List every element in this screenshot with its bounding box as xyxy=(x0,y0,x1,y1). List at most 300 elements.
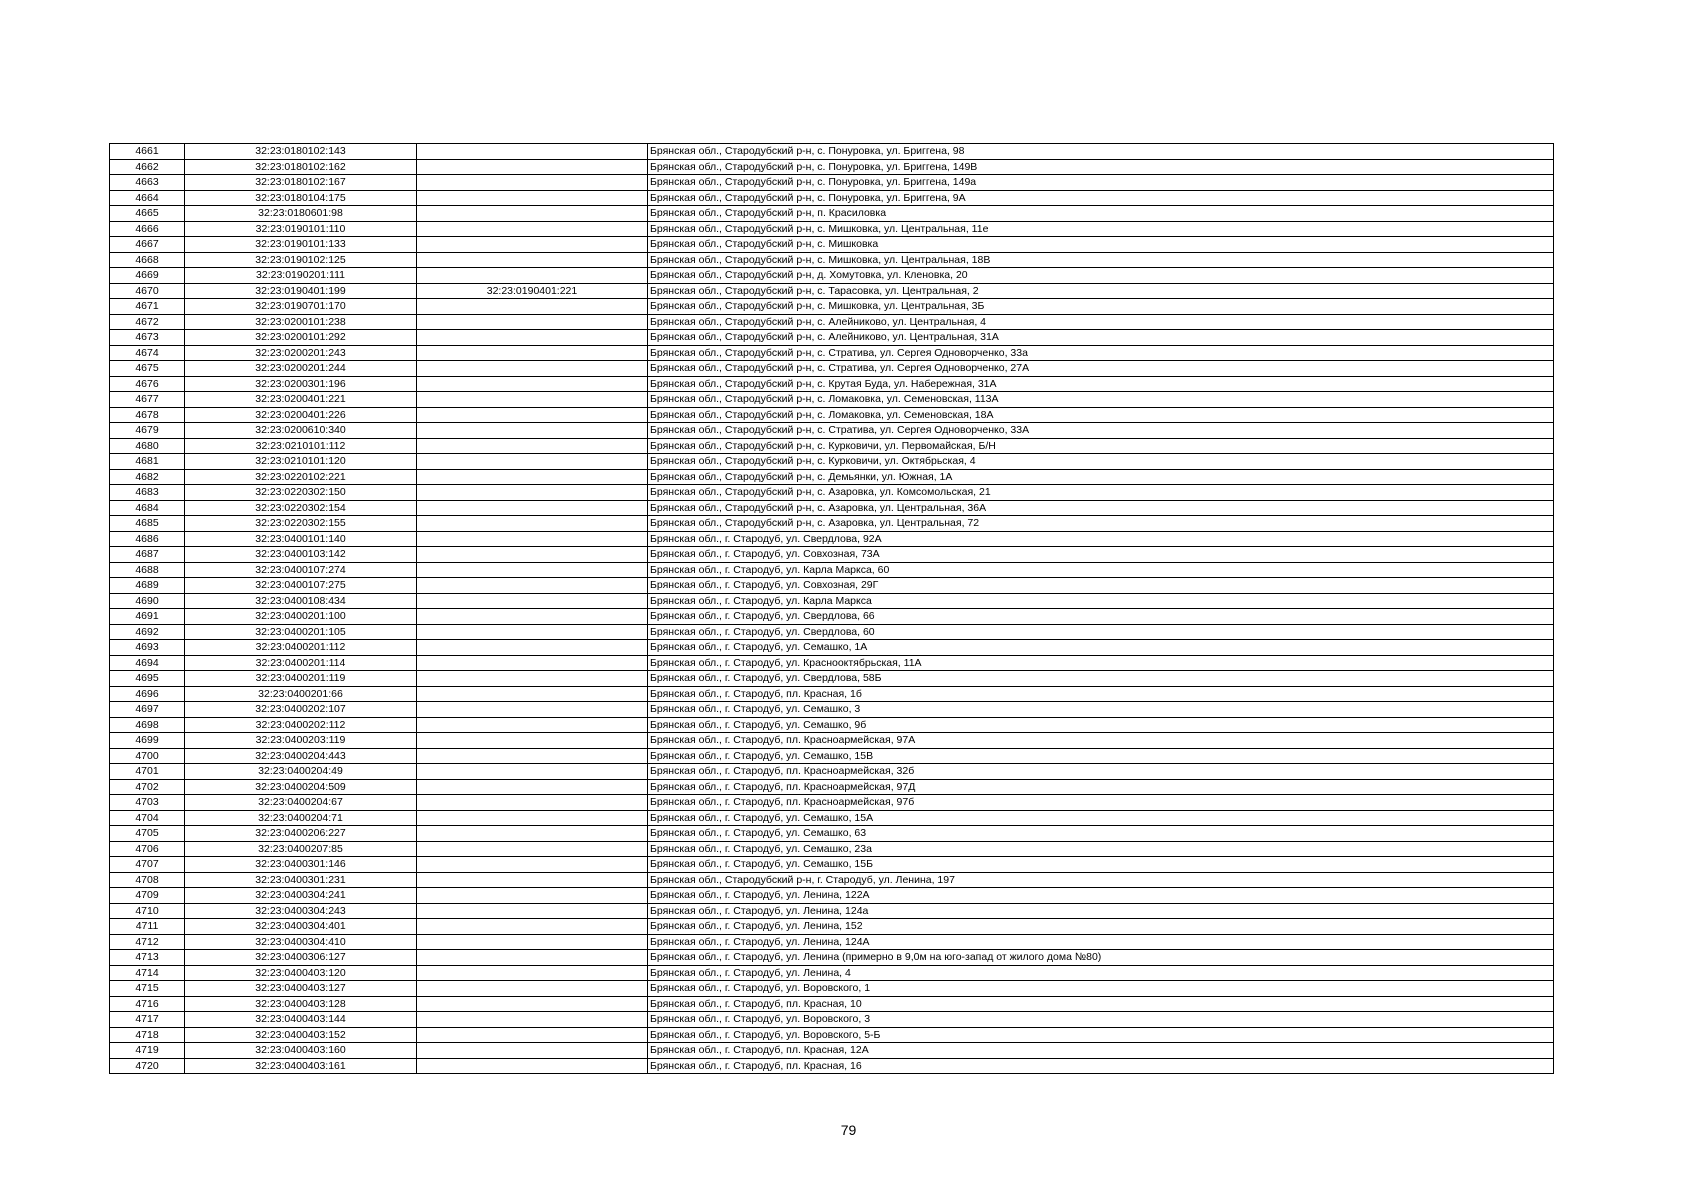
row-number-cell: 4669 xyxy=(110,268,185,284)
row-number-cell: 4683 xyxy=(110,485,185,501)
row-number-cell: 4684 xyxy=(110,500,185,516)
cadastral-number-cell: 32:23:0400204:443 xyxy=(185,748,417,764)
related-cadastral-number-cell xyxy=(417,190,648,206)
related-cadastral-number-cell xyxy=(417,1027,648,1043)
related-cadastral-number-cell xyxy=(417,733,648,749)
related-cadastral-number-cell xyxy=(417,671,648,687)
row-number-cell: 4676 xyxy=(110,376,185,392)
cadastral-number-cell: 32:23:0200101:292 xyxy=(185,330,417,346)
address-cell: Брянская обл., г. Стародуб, ул. Воровского, 1 xyxy=(648,981,1554,997)
address-cell: Брянская обл., Стародубский р-н, с. Понуровка, ул. Бриггена, 9А xyxy=(648,190,1554,206)
address-cell: Брянская обл., г. Стародуб, ул. Совхозная, 29Г xyxy=(648,578,1554,594)
related-cadastral-number-cell xyxy=(417,717,648,733)
address-cell: Брянская обл., Стародубский р-н, с. Крутая Буда, ул. Набережная, 31А xyxy=(648,376,1554,392)
related-cadastral-number-cell xyxy=(417,841,648,857)
row-number-cell: 4709 xyxy=(110,888,185,904)
row-number-cell: 4667 xyxy=(110,237,185,253)
table-row xyxy=(110,919,1554,935)
related-cadastral-number-cell xyxy=(417,268,648,284)
cadastral-number-cell: 32:23:0400403:152 xyxy=(185,1027,417,1043)
table-row xyxy=(110,578,1554,594)
table-row xyxy=(110,717,1554,733)
table-row xyxy=(110,454,1554,470)
address-cell: Брянская обл., Стародубский р-н, с. Понуровка, ул. Бриггена, 149а xyxy=(648,175,1554,191)
cadastral-number-cell: 32:23:0400108:434 xyxy=(185,593,417,609)
address-cell: Брянская обл., г. Стародуб, ул. Семашко, 15Б xyxy=(648,857,1554,873)
related-cadastral-number-cell xyxy=(417,314,648,330)
related-cadastral-number-cell xyxy=(417,392,648,408)
row-number-cell: 4678 xyxy=(110,407,185,423)
table-row xyxy=(110,857,1554,873)
row-number-cell: 4705 xyxy=(110,826,185,842)
related-cadastral-number-cell: 32:23:0190401:221 xyxy=(417,283,648,299)
row-number-cell: 4688 xyxy=(110,562,185,578)
related-cadastral-number-cell xyxy=(417,795,648,811)
cadastral-number-cell: 32:23:0400201:112 xyxy=(185,640,417,656)
cadastral-number-cell: 32:23:0190201:111 xyxy=(185,268,417,284)
table-row xyxy=(110,593,1554,609)
cadastral-number-cell: 32:23:0400203:119 xyxy=(185,733,417,749)
cadastral-number-cell: 32:23:0180102:167 xyxy=(185,175,417,191)
related-cadastral-number-cell xyxy=(417,252,648,268)
row-number-cell: 4691 xyxy=(110,609,185,625)
table-row xyxy=(110,640,1554,656)
row-number-cell: 4711 xyxy=(110,919,185,935)
cadastral-number-cell: 32:23:0210101:112 xyxy=(185,438,417,454)
table-row xyxy=(110,144,1554,160)
row-number-cell: 4668 xyxy=(110,252,185,268)
row-number-cell: 4701 xyxy=(110,764,185,780)
cadastral-number-cell: 32:23:0400206:227 xyxy=(185,826,417,842)
cadastral-number-cell: 32:23:0190101:133 xyxy=(185,237,417,253)
related-cadastral-number-cell xyxy=(417,407,648,423)
address-cell: Брянская обл., Стародубский р-н, с. Стратива, ул. Сергея Одноворченко, 33а xyxy=(648,345,1554,361)
related-cadastral-number-cell xyxy=(417,872,648,888)
row-number-cell: 4665 xyxy=(110,206,185,222)
address-cell: Брянская обл., г. Стародуб, пл. Красноармейская, 32б xyxy=(648,764,1554,780)
cadastral-number-cell: 32:23:0180102:143 xyxy=(185,144,417,160)
address-cell: Брянская обл., г. Стародуб, пл. Красная, 12А xyxy=(648,1043,1554,1059)
cadastral-number-cell: 32:23:0400301:231 xyxy=(185,872,417,888)
related-cadastral-number-cell xyxy=(417,299,648,315)
row-number-cell: 4717 xyxy=(110,1012,185,1028)
row-number-cell: 4718 xyxy=(110,1027,185,1043)
related-cadastral-number-cell xyxy=(417,237,648,253)
cadastral-number-cell: 32:23:0400403:127 xyxy=(185,981,417,997)
row-number-cell: 4704 xyxy=(110,810,185,826)
related-cadastral-number-cell xyxy=(417,516,648,532)
row-number-cell: 4699 xyxy=(110,733,185,749)
row-number-cell: 4713 xyxy=(110,950,185,966)
related-cadastral-number-cell xyxy=(417,779,648,795)
related-cadastral-number-cell xyxy=(417,345,648,361)
related-cadastral-number-cell xyxy=(417,748,648,764)
row-number-cell: 4695 xyxy=(110,671,185,687)
related-cadastral-number-cell xyxy=(417,423,648,439)
row-number-cell: 4716 xyxy=(110,996,185,1012)
table-row xyxy=(110,841,1554,857)
table-row xyxy=(110,438,1554,454)
cadastral-number-cell: 32:23:0200201:243 xyxy=(185,345,417,361)
row-number-cell: 4679 xyxy=(110,423,185,439)
related-cadastral-number-cell xyxy=(417,159,648,175)
cadastral-number-cell: 32:23:0180102:162 xyxy=(185,159,417,175)
row-number-cell: 4706 xyxy=(110,841,185,857)
table-row xyxy=(110,330,1554,346)
related-cadastral-number-cell xyxy=(417,1012,648,1028)
address-cell: Брянская обл., г. Стародуб, ул. Семашко, 63 xyxy=(648,826,1554,842)
table-row xyxy=(110,609,1554,625)
address-cell: Брянская обл., г. Стародуб, пл. Красноармейская, 97б xyxy=(648,795,1554,811)
table-row xyxy=(110,392,1554,408)
table-row xyxy=(110,795,1554,811)
cadastral-number-cell: 32:23:0200201:244 xyxy=(185,361,417,377)
table-row xyxy=(110,237,1554,253)
table-row xyxy=(110,686,1554,702)
row-number-cell: 4663 xyxy=(110,175,185,191)
address-cell: Брянская обл., Стародубский р-н, с. Азаровка, ул. Центральная, 36А xyxy=(648,500,1554,516)
table-row xyxy=(110,469,1554,485)
row-number-cell: 4692 xyxy=(110,624,185,640)
table-row xyxy=(110,485,1554,501)
table-row xyxy=(110,1012,1554,1028)
table-row xyxy=(110,345,1554,361)
row-number-cell: 4666 xyxy=(110,221,185,237)
cadastral-number-cell: 32:23:0400204:49 xyxy=(185,764,417,780)
cadastral-number-cell: 32:23:0400103:142 xyxy=(185,547,417,563)
related-cadastral-number-cell xyxy=(417,438,648,454)
table-row xyxy=(110,810,1554,826)
cadastral-number-cell: 32:23:0180601:98 xyxy=(185,206,417,222)
row-number-cell: 4661 xyxy=(110,144,185,160)
cadastral-number-cell: 32:23:0400403:160 xyxy=(185,1043,417,1059)
address-cell: Брянская обл., г. Стародуб, ул. Ленина, 124а xyxy=(648,903,1554,919)
cadastral-number-cell: 32:23:0200401:221 xyxy=(185,392,417,408)
row-number-cell: 4677 xyxy=(110,392,185,408)
cadastral-number-cell: 32:23:0190401:199 xyxy=(185,283,417,299)
related-cadastral-number-cell xyxy=(417,206,648,222)
address-cell: Брянская обл., г. Стародуб, ул. Воровского, 5-Б xyxy=(648,1027,1554,1043)
address-cell: Брянская обл., г. Стародуб, пл. Красная, 10 xyxy=(648,996,1554,1012)
row-number-cell: 4685 xyxy=(110,516,185,532)
address-cell: Брянская обл., Стародубский р-н, с. Курковичи, ул. Октябрьская, 4 xyxy=(648,454,1554,470)
row-number-cell: 4662 xyxy=(110,159,185,175)
address-cell: Брянская обл., Стародубский р-н, г. Стародуб, ул. Ленина, 197 xyxy=(648,872,1554,888)
row-number-cell: 4689 xyxy=(110,578,185,594)
address-cell: Брянская обл., г. Стародуб, ул. Свердлова, 58Б xyxy=(648,671,1554,687)
address-cell: Брянская обл., г. Стародуб, ул. Карла Маркса xyxy=(648,593,1554,609)
related-cadastral-number-cell xyxy=(417,702,648,718)
cadastral-number-cell: 32:23:0400304:410 xyxy=(185,934,417,950)
cadastral-number-cell: 32:23:0400306:127 xyxy=(185,950,417,966)
cadastral-number-cell: 32:23:0400204:71 xyxy=(185,810,417,826)
row-number-cell: 4697 xyxy=(110,702,185,718)
cadastral-number-cell: 32:23:0400107:275 xyxy=(185,578,417,594)
table-row xyxy=(110,407,1554,423)
address-cell: Брянская обл., Стародубский р-н, с. Стратива, ул. Сергея Одноворченко, 27А xyxy=(648,361,1554,377)
table-row xyxy=(110,252,1554,268)
table-row xyxy=(110,190,1554,206)
address-cell: Брянская обл., г. Стародуб, ул. Семашко, 15В xyxy=(648,748,1554,764)
row-number-cell: 4671 xyxy=(110,299,185,315)
address-cell: Брянская обл., г. Стародуб, пл. Красная, 1б xyxy=(648,686,1554,702)
address-cell: Брянская обл., Стародубский р-н, с. Понуровка, ул. Бриггена, 149В xyxy=(648,159,1554,175)
related-cadastral-number-cell xyxy=(417,469,648,485)
row-number-cell: 4686 xyxy=(110,531,185,547)
cadastral-number-cell: 32:23:0180104:175 xyxy=(185,190,417,206)
address-cell: Брянская обл., Стародубский р-н, с. Мишковка, ул. Центральная, 3Б xyxy=(648,299,1554,315)
address-cell: Брянская обл., Стародубский р-н, с. Азаровка, ул. Комсомольская, 21 xyxy=(648,485,1554,501)
row-number-cell: 4707 xyxy=(110,857,185,873)
related-cadastral-number-cell xyxy=(417,1058,648,1074)
address-cell: Брянская обл., г. Стародуб, ул. Семашко, 23а xyxy=(648,841,1554,857)
table-row xyxy=(110,283,1554,299)
address-cell: Брянская обл., г. Стародуб, ул. Ленина (примерно в 9,0м на юго-запад от жилого дома №80) xyxy=(648,950,1554,966)
row-number-cell: 4675 xyxy=(110,361,185,377)
related-cadastral-number-cell xyxy=(417,686,648,702)
address-cell: Брянская обл., Стародубский р-н, с. Алейниково, ул. Центральная, 31А xyxy=(648,330,1554,346)
cadastral-number-cell: 32:23:0400101:140 xyxy=(185,531,417,547)
address-cell: Брянская обл., г. Стародуб, ул. Ленина, 4 xyxy=(648,965,1554,981)
registry-table-body xyxy=(110,144,1554,1074)
table-row xyxy=(110,934,1554,950)
row-number-cell: 4673 xyxy=(110,330,185,346)
address-cell: Брянская обл., Стародубский р-н, с. Демьянки, ул. Южная, 1А xyxy=(648,469,1554,485)
related-cadastral-number-cell xyxy=(417,1043,648,1059)
cadastral-number-cell: 32:23:0400202:107 xyxy=(185,702,417,718)
table-row xyxy=(110,531,1554,547)
row-number-cell: 4708 xyxy=(110,872,185,888)
related-cadastral-number-cell xyxy=(417,175,648,191)
table-row xyxy=(110,221,1554,237)
address-cell: Брянская обл., г. Стародуб, ул. Ленина, 124А xyxy=(648,934,1554,950)
row-number-cell: 4687 xyxy=(110,547,185,563)
address-cell: Брянская обл., Стародубский р-н, с. Мишковка, ул. Центральная, 11е xyxy=(648,221,1554,237)
table-row xyxy=(110,624,1554,640)
table-row xyxy=(110,950,1554,966)
table-row xyxy=(110,702,1554,718)
registry-table xyxy=(109,143,1554,1074)
address-cell: Брянская обл., г. Стародуб, пл. Красная, 16 xyxy=(648,1058,1554,1074)
address-cell: Брянская обл., г. Стародуб, ул. Ленина, 122А xyxy=(648,888,1554,904)
related-cadastral-number-cell xyxy=(417,624,648,640)
cadastral-number-cell: 32:23:0200301:196 xyxy=(185,376,417,392)
table-row xyxy=(110,314,1554,330)
related-cadastral-number-cell xyxy=(417,950,648,966)
table-row xyxy=(110,671,1554,687)
table-row xyxy=(110,206,1554,222)
cadastral-number-cell: 32:23:0220302:155 xyxy=(185,516,417,532)
cadastral-number-cell: 32:23:0400204:509 xyxy=(185,779,417,795)
row-number-cell: 4703 xyxy=(110,795,185,811)
table-row xyxy=(110,500,1554,516)
address-cell: Брянская обл., Стародубский р-н, с. Мишковка, ул. Центральная, 18В xyxy=(648,252,1554,268)
table-row xyxy=(110,981,1554,997)
related-cadastral-number-cell xyxy=(417,934,648,950)
cadastral-number-cell: 32:23:0400207:85 xyxy=(185,841,417,857)
row-number-cell: 4700 xyxy=(110,748,185,764)
cadastral-number-cell: 32:23:0400403:161 xyxy=(185,1058,417,1074)
address-cell: Брянская обл., г. Стародуб, ул. Совхозная, 73А xyxy=(648,547,1554,563)
address-cell: Брянская обл., Стародубский р-н, п. Красиловка xyxy=(648,206,1554,222)
row-number-cell: 4680 xyxy=(110,438,185,454)
table-row xyxy=(110,376,1554,392)
address-cell: Брянская обл., г. Стародуб, ул. Семашко, 9б xyxy=(648,717,1554,733)
address-cell: Брянская обл., Стародубский р-н, с. Понуровка, ул. Бриггена, 98 xyxy=(648,144,1554,160)
cadastral-number-cell: 32:23:0400201:100 xyxy=(185,609,417,625)
address-cell: Брянская обл., г. Стародуб, пл. Красноармейская, 97А xyxy=(648,733,1554,749)
cadastral-number-cell: 32:23:0400201:105 xyxy=(185,624,417,640)
address-cell: Брянская обл., Стародубский р-н, с. Ломаковка, ул. Семеновская, 113А xyxy=(648,392,1554,408)
table-row xyxy=(110,779,1554,795)
related-cadastral-number-cell xyxy=(417,144,648,160)
address-cell: Брянская обл., Стародубский р-н, с. Курковичи, ул. Первомайская, Б/Н xyxy=(648,438,1554,454)
related-cadastral-number-cell xyxy=(417,764,648,780)
related-cadastral-number-cell xyxy=(417,919,648,935)
row-number-cell: 4710 xyxy=(110,903,185,919)
cadastral-number-cell: 32:23:0400204:67 xyxy=(185,795,417,811)
table-row xyxy=(110,748,1554,764)
address-cell: Брянская обл., Стародубский р-н, с. Алейниково, ул. Центральная, 4 xyxy=(648,314,1554,330)
cadastral-number-cell: 32:23:0400304:241 xyxy=(185,888,417,904)
cadastral-number-cell: 32:23:0400201:114 xyxy=(185,655,417,671)
table-row xyxy=(110,361,1554,377)
address-cell: Брянская обл., Стародубский р-н, с. Ломаковка, ул. Семеновская, 18А xyxy=(648,407,1554,423)
cadastral-number-cell: 32:23:0220102:221 xyxy=(185,469,417,485)
row-number-cell: 4714 xyxy=(110,965,185,981)
related-cadastral-number-cell xyxy=(417,903,648,919)
related-cadastral-number-cell xyxy=(417,361,648,377)
table-row xyxy=(110,965,1554,981)
related-cadastral-number-cell xyxy=(417,640,648,656)
address-cell: Брянская обл., г. Стародуб, ул. Семашко, 15А xyxy=(648,810,1554,826)
table-row xyxy=(110,655,1554,671)
cadastral-number-cell: 32:23:0400202:112 xyxy=(185,717,417,733)
address-cell: Брянская обл., г. Стародуб, пл. Красноармейская, 97Д xyxy=(648,779,1554,795)
table-row xyxy=(110,903,1554,919)
table-row xyxy=(110,299,1554,315)
cadastral-number-cell: 32:23:0400403:128 xyxy=(185,996,417,1012)
related-cadastral-number-cell xyxy=(417,531,648,547)
cadastral-number-cell: 32:23:0190701:170 xyxy=(185,299,417,315)
table-row xyxy=(110,996,1554,1012)
table-row xyxy=(110,1027,1554,1043)
related-cadastral-number-cell xyxy=(417,330,648,346)
cadastral-number-cell: 32:23:0190102:125 xyxy=(185,252,417,268)
related-cadastral-number-cell xyxy=(417,857,648,873)
related-cadastral-number-cell xyxy=(417,547,648,563)
table-row xyxy=(110,764,1554,780)
cadastral-number-cell: 32:23:0400403:120 xyxy=(185,965,417,981)
related-cadastral-number-cell xyxy=(417,609,648,625)
address-cell: Брянская обл., г. Стародуб, ул. Краснооктябрьская, 11А xyxy=(648,655,1554,671)
address-cell: Брянская обл., г. Стародуб, ул. Свердлова, 92А xyxy=(648,531,1554,547)
row-number-cell: 4682 xyxy=(110,469,185,485)
row-number-cell: 4693 xyxy=(110,640,185,656)
row-number-cell: 4696 xyxy=(110,686,185,702)
row-number-cell: 4702 xyxy=(110,779,185,795)
row-number-cell: 4698 xyxy=(110,717,185,733)
row-number-cell: 4719 xyxy=(110,1043,185,1059)
address-cell: Брянская обл., г. Стародуб, ул. Семашко, 1А xyxy=(648,640,1554,656)
cadastral-number-cell: 32:23:0220302:154 xyxy=(185,500,417,516)
table-row xyxy=(110,159,1554,175)
row-number-cell: 4672 xyxy=(110,314,185,330)
cadastral-number-cell: 32:23:0210101:120 xyxy=(185,454,417,470)
table-row xyxy=(110,516,1554,532)
cadastral-number-cell: 32:23:0190101:110 xyxy=(185,221,417,237)
row-number-cell: 4664 xyxy=(110,190,185,206)
table-row xyxy=(110,562,1554,578)
related-cadastral-number-cell xyxy=(417,888,648,904)
row-number-cell: 4720 xyxy=(110,1058,185,1074)
cadastral-number-cell: 32:23:0200101:238 xyxy=(185,314,417,330)
table-row xyxy=(110,175,1554,191)
related-cadastral-number-cell xyxy=(417,221,648,237)
related-cadastral-number-cell xyxy=(417,593,648,609)
table-row xyxy=(110,733,1554,749)
cadastral-number-cell: 32:23:0400403:144 xyxy=(185,1012,417,1028)
cadastral-number-cell: 32:23:0400107:274 xyxy=(185,562,417,578)
row-number-cell: 4694 xyxy=(110,655,185,671)
related-cadastral-number-cell xyxy=(417,826,648,842)
row-number-cell: 4674 xyxy=(110,345,185,361)
related-cadastral-number-cell xyxy=(417,562,648,578)
row-number-cell: 4681 xyxy=(110,454,185,470)
address-cell: Брянская обл., г. Стародуб, ул. Карла Маркса, 60 xyxy=(648,562,1554,578)
table-row xyxy=(110,423,1554,439)
related-cadastral-number-cell xyxy=(417,578,648,594)
related-cadastral-number-cell xyxy=(417,500,648,516)
address-cell: Брянская обл., Стародубский р-н, с. Тарасовка, ул. Центральная, 2 xyxy=(648,283,1554,299)
related-cadastral-number-cell xyxy=(417,485,648,501)
related-cadastral-number-cell xyxy=(417,454,648,470)
cadastral-number-cell: 32:23:0400201:119 xyxy=(185,671,417,687)
table-row xyxy=(110,872,1554,888)
page-number: 79 xyxy=(840,1122,857,1138)
row-number-cell: 4712 xyxy=(110,934,185,950)
cadastral-number-cell: 32:23:0220302:150 xyxy=(185,485,417,501)
table-row xyxy=(110,268,1554,284)
cadastral-number-cell: 32:23:0400304:401 xyxy=(185,919,417,935)
row-number-cell: 4670 xyxy=(110,283,185,299)
related-cadastral-number-cell xyxy=(417,981,648,997)
cadastral-number-cell: 32:23:0400304:243 xyxy=(185,903,417,919)
table-row xyxy=(110,826,1554,842)
address-cell: Брянская обл., г. Стародуб, ул. Свердлова, 66 xyxy=(648,609,1554,625)
table-row xyxy=(110,1058,1554,1074)
row-number-cell: 4715 xyxy=(110,981,185,997)
cadastral-number-cell: 32:23:0400301:146 xyxy=(185,857,417,873)
related-cadastral-number-cell xyxy=(417,996,648,1012)
table-row xyxy=(110,547,1554,563)
table-row xyxy=(110,1043,1554,1059)
table-row xyxy=(110,888,1554,904)
address-cell: Брянская обл., г. Стародуб, ул. Свердлова, 60 xyxy=(648,624,1554,640)
address-cell: Брянская обл., г. Стародуб, ул. Воровского, 3 xyxy=(648,1012,1554,1028)
address-cell: Брянская обл., Стародубский р-н, с. Стратива, ул. Сергея Одноворченко, 33А xyxy=(648,423,1554,439)
cadastral-number-cell: 32:23:0400201:66 xyxy=(185,686,417,702)
cadastral-number-cell: 32:23:0200401:226 xyxy=(185,407,417,423)
related-cadastral-number-cell xyxy=(417,376,648,392)
address-cell: Брянская обл., Стародубский р-н, с. Азаровка, ул. Центральная, 72 xyxy=(648,516,1554,532)
address-cell: Брянская обл., г. Стародуб, ул. Семашко, 3 xyxy=(648,702,1554,718)
cadastral-number-cell: 32:23:0200610:340 xyxy=(185,423,417,439)
address-cell: Брянская обл., г. Стародуб, ул. Ленина, 152 xyxy=(648,919,1554,935)
related-cadastral-number-cell xyxy=(417,655,648,671)
related-cadastral-number-cell xyxy=(417,965,648,981)
address-cell: Брянская обл., Стародубский р-н, с. Мишковка xyxy=(648,237,1554,253)
